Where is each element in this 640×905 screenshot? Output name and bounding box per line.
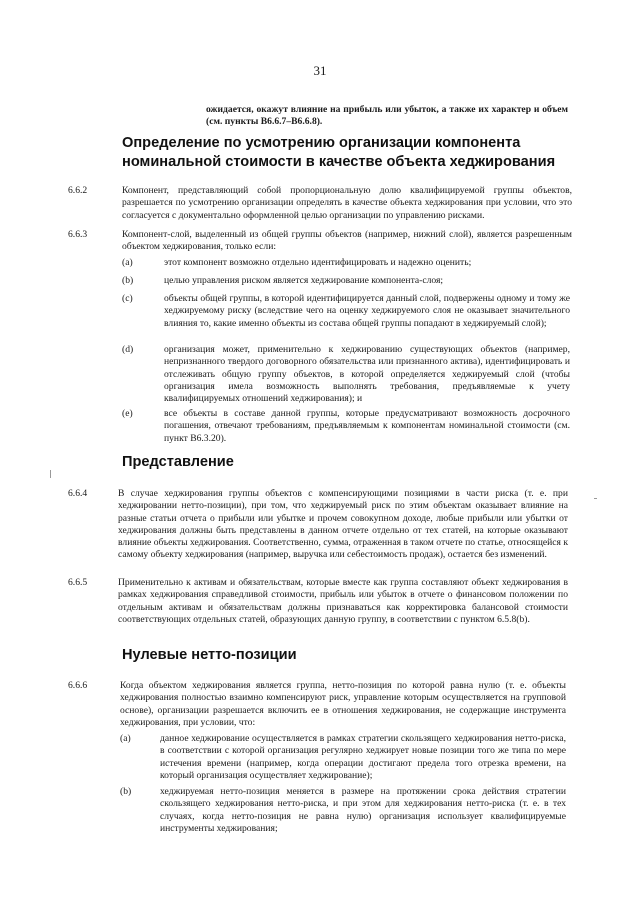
list-item-text: объекты общей группы, в которой идентифицируется данный слой, подвержены одному и тому же хеджируемому риску (вследствие чего на оценку хеджируемого слоя не оказывает значительного влияния то, какие именно объекты из состава общей группы попадают в хеджируемый слой); [164, 293, 570, 329]
list-item-label: (d) [122, 344, 134, 355]
scan-mark [50, 470, 51, 478]
intro-text: ожидается, окажут влияние на прибыль или убыток, а также их характер и объем (см. пункты B6.6.7–B6.6.8). [206, 104, 568, 128]
list-item-label: (a) [122, 257, 133, 268]
paragraph-number: 6.6.4 [68, 488, 88, 499]
heading-zero-net-positions: Нулевые нетто-позиции [122, 647, 297, 663]
scan-mark [594, 498, 597, 499]
list-item-label: (e) [122, 408, 133, 419]
paragraph-text: Компонент, представляющий собой пропорциональную долю квалифицируемой группы объектов, разрешается по усмотрению организации определять в качестве объекта хеджирования при условии, что это согласуется с документально оформленной целью организации по управлению рисками. [122, 185, 572, 221]
page-number: 31 [313, 63, 327, 78]
list-item-label: (c) [122, 293, 133, 304]
paragraph-number: 6.6.5 [68, 577, 88, 588]
list-item-label: (a) [120, 733, 131, 744]
list-item-label: (b) [120, 786, 132, 797]
paragraph-number: 6.6.2 [68, 185, 88, 196]
list-item-text: все объекты в составе данной группы, которые предусматривают возможность досрочного погашения, отвечают требованиям, предъявляемым к компонентам номинальной стоимости (см. пункт B6.3.20). [164, 408, 570, 444]
paragraph-number: 6.6.3 [68, 229, 88, 240]
list-item-text: данное хеджирование осуществляется в рамках стратегии скользящего хеджирования нетто-риска, в соответствии с которой организация регулярно хеджирует новые позиции того же типа по мере истечения времени (например, когда операции достигают предела того отрезка времени, на который организация осуществляет хеджирование); [160, 733, 566, 781]
list-item-text: хеджируемая нетто-позиция меняется в размере на протяжении срока действия стратегии скользящего хеджирования нетто-риска, и при этом для хеджирования нетто-риска (т. е. в тех случаях, когда нетто-позиция не равна нулю) организация использует квалифицируемые инструменты хеджирования; [160, 786, 566, 834]
list-item-text: этот компонент возможно отдельно идентифицировать и надежно оценить; [164, 257, 472, 268]
paragraph-text: Когда объектом хеджирования является группа, нетто-позиция по которой равна нулю (т. е. объекты хеджирования полностью взаимно компенсируют риск, управление которым осуществляется на групповой основе), организации разрешается включить ее в отношения хеджирования, не содержащие инструмента хеджирования, при условии, что: [120, 680, 566, 728]
paragraph-number: 6.6.6 [68, 680, 88, 691]
heading-definition: Определение по усмотрению организации компонента номинальной стоимости в качестве объекта хеджирования [122, 135, 556, 170]
list-item-text: организация может, применительно к хеджированию существующих объектов (например, непризнанного твердого договорного обязательства или признанного актива), идентифицировать и отслеживать общую группу объектов, в которой определяется хеджируемый слой (чтобы организация имела возможность выполнять требования, предъявляемые к учету квалифицируемых отношений хеджирования); и [164, 344, 570, 405]
list-item-text: целью управления риском является хеджирование компонента-слоя; [164, 275, 444, 286]
paragraph-text: В случае хеджирования группы объектов с компенсирующими позициями в части риска (т. е. при хеджировании нетто-позиции), при том, что хеджируемый риск по этим объектам оказывает влияние на разные статьи отчета о прибыли или убытке и прочем совокупном доходе, любые прибыли или убытки от хеджирования должны быть представлены в данном отчете отдельно от тех статей, на которые оказывают влияние объекты хеджирования. Соответственно, сумма, отраженная в таком отчете по статье, относящейся к самому объекту хеджирования (например, выручка или себестоимость продаж), остается без изменений. [118, 488, 568, 561]
heading-presentation: Представление [122, 454, 234, 470]
paragraph-text: Применительно к активам и обязательствам, которые вместе как группа составляют объект хеджирования в рамках хеджирования справедливой стоимости, прибыль или убыток в отчете о финансовом положении по отдельным активам и обязательствам должны признаваться как корректировка балансовой стоимости соответствующих отдельных статей, образующих данную группу, в соответствии с пунктом 6.5.8(b). [118, 577, 568, 625]
paragraph-text: Компонент-слой, выделенный из общей группы объектов (например, нижний слой), является разрешенным объектом хеджирования, только если: [122, 229, 572, 253]
list-item-label: (b) [122, 275, 134, 286]
